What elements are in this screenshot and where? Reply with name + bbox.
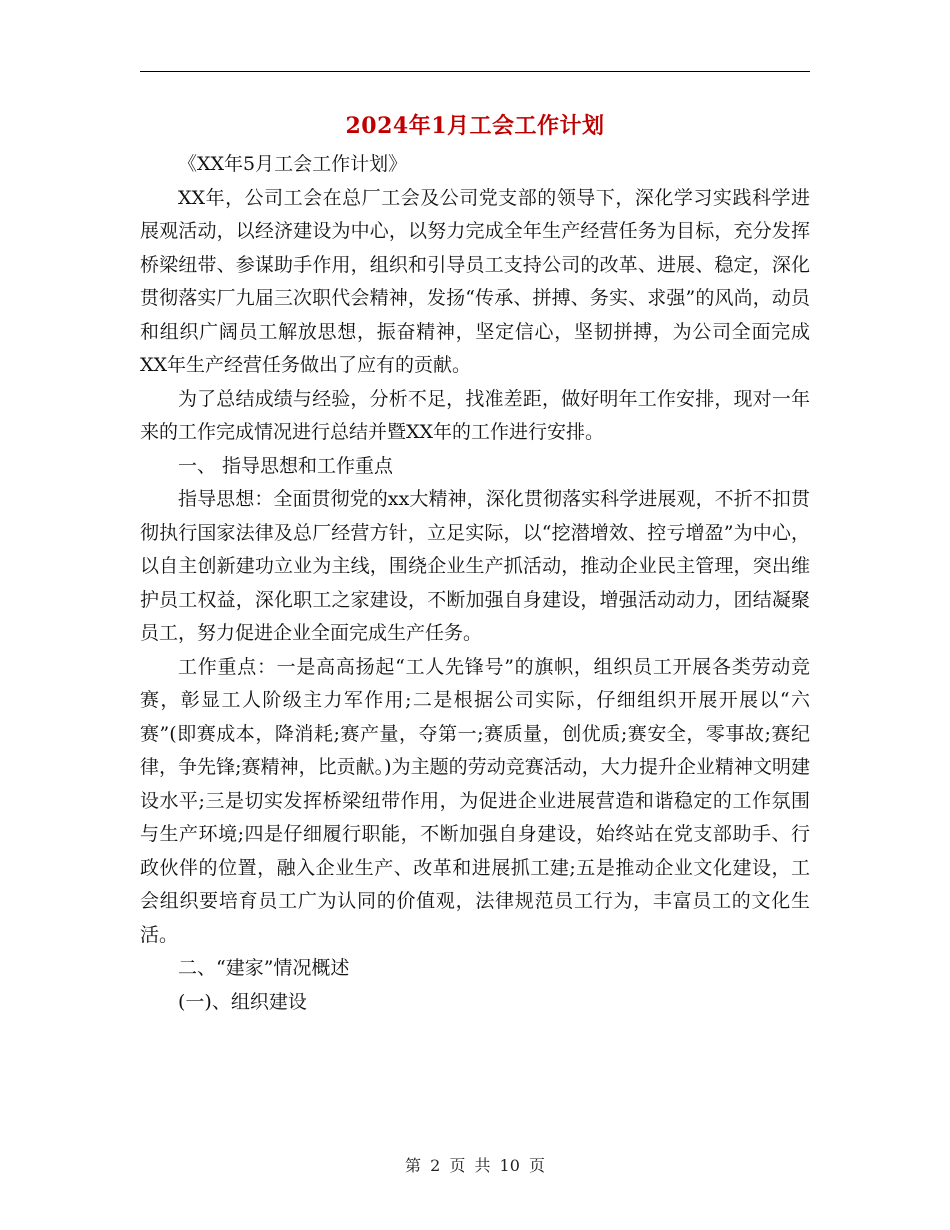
work-focus-paragraph: 工作重点：一是高高扬起“工人先锋号”的旗帜，组织员工开展各类劳动竞赛，彰显工人阶级主力军作用;二是根据公司实际，仔细组织开展开展以“六赛”(即赛成本，降消耗;赛产量，夺第一;赛质量，创优质;赛安全，零事故;赛纪律，争先锋;赛精神，比贡献。)为主题的劳动竞赛活动，大力提升企业精神文明建设水平;三是切实发挥桥梁纽带作用，为促进企业进展营造和谐稳定的工作氛围与生产环境;四是仔细履行职能，不断加强自身建设，始终站在党支部助手、行政伙伴的位置，融入企业生产、改革和进展抓工建;五是推动企业文化建设，工会组织要培育员工广为认同的价值观，法律规范员工行为，丰富员工的文化生活。 — [140, 655, 810, 946]
intro-paragraph: XX年，公司工会在总厂工会及公司党支部的领导下，深化学习实践科学进展观活动，以经济建设为中心，以努力完成全年生产经营任务为目标，充分发挥桥梁纽带、参谋助手作用，组织和引导员工支持公司的改革、进展、稳定，深化贯彻落实厂九届三次职代会精神，发扬“传承、拼搏、务实、求强”的风尚，动员和组织广阔员工解放思想，振奋精神，坚定信心，坚韧拼搏，为公司全面完成XX年生产经营任务做出了应有的贡献。 — [140, 186, 810, 376]
subsection-heading: (一)、组织建设 — [178, 990, 307, 1013]
document-body — [140, 148, 810, 1019]
summary-paragraph: 为了总结成绩与经验，分析不足，找准差距，做好明年工作安排，现对一年来的工作完成情况进行总结并暨XX年的工作进行安排。 — [140, 387, 810, 443]
page-number-footer: 第 2 页 共 10 页 — [405, 1156, 545, 1175]
section-heading-1: 一、 指导思想和工作重点 — [178, 454, 394, 477]
subtitle-paragraph: 《XX年5月工会工作计划》 — [178, 153, 408, 175]
document-title: 2024年1月工会工作计划 — [345, 113, 605, 139]
section-heading-2: 二、“建家”情况概述 — [178, 957, 350, 979]
header-rule — [140, 71, 810, 72]
guiding-thought-paragraph: 指导思想：全面贯彻党的xx大精神，深化贯彻落实科学进展观，不折不扣贯彻执行国家法律及总厂经营方针，立足实际，以“挖潜增效、控亏增盈”为中心，以自主创新建功立业为主线，围绕企业生产抓活动，推动企业民主管理，突出维护员工权益，深化职工之家建设，不断加强自身建设，增强活动动力，团结凝聚员工，努力促进企业全面完成生产任务。 — [140, 488, 810, 644]
